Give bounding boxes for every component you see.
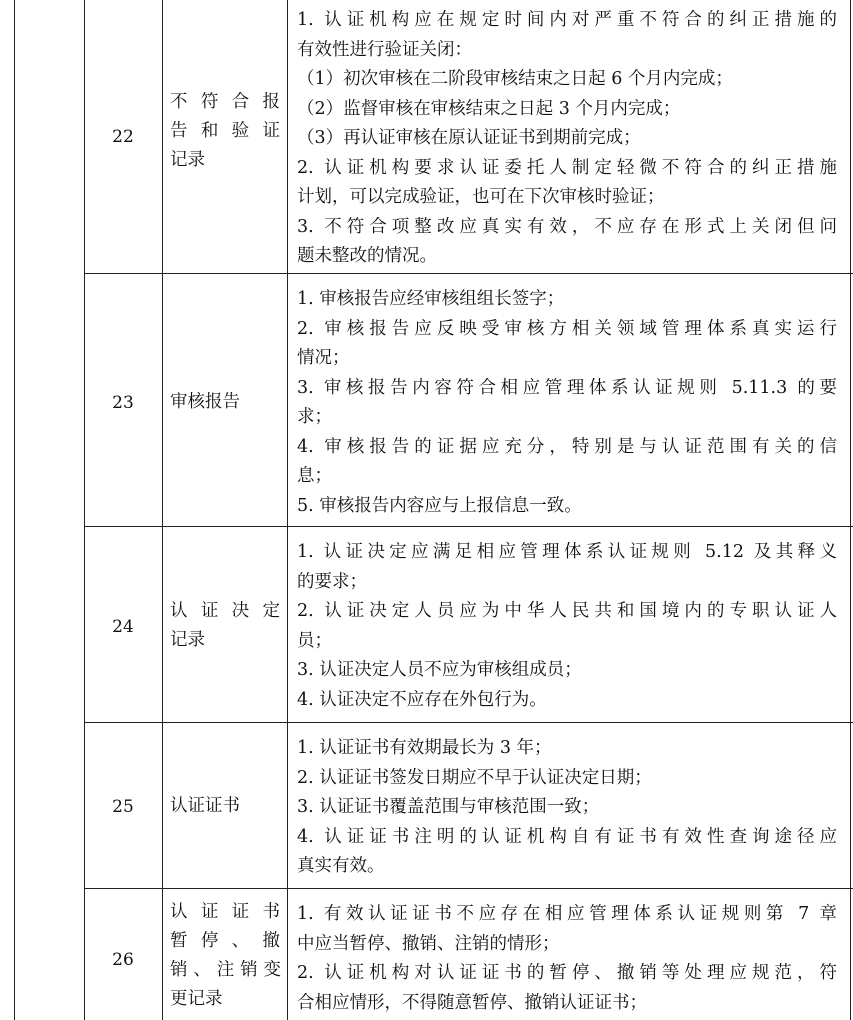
item-line: 更记录 <box>170 989 223 1009</box>
requirement-line: 合相应情形，不得随意暂停、撤销认证证书； <box>297 992 647 1013</box>
requirement-line: （2）监督审核在审核结束之日起 3 个月内完成； <box>297 98 681 119</box>
row-requirements <box>297 900 837 1018</box>
table-right-border <box>850 0 851 1020</box>
requirement-line: 情况； <box>297 348 350 368</box>
table-column-divider-1 <box>84 0 85 1020</box>
requirement-line: 有效性进行验证关闭： <box>297 39 472 60</box>
requirement-line: 3. 审核报告内容符合相应管理体系认证规则 5.11.3 的要 <box>297 377 837 398</box>
item-line: 认证证书 <box>170 796 240 816</box>
requirement-line: 2. 认证机构要求认证委托人制定轻微不符合的纠正措施 <box>297 157 837 178</box>
requirement-line: 2. 认证证书签发日期应不早于认证决定日期； <box>297 767 652 788</box>
table-column-divider-3 <box>287 0 288 1020</box>
requirement-line: 2. 审核报告应反映受审核方相关领域管理体系真实运行 <box>297 318 837 339</box>
row-divider <box>84 273 853 274</box>
requirement-line: 2. 认证决定人员应为中华人民共和国境内的专职认证人 <box>297 601 837 621</box>
requirement-line: 3. 不符合项整改应真实有效，不应存在形式上关闭但问 <box>297 216 837 237</box>
row-divider <box>84 888 853 889</box>
requirement-line: 员； <box>297 630 332 651</box>
requirement-line: （1）初次审核在二阶段审核结束之日起 6 个月内完成； <box>297 69 733 89</box>
row-item-name <box>170 388 280 417</box>
requirement-line: 2. 认证机构对认证证书的暂停、撤销等处理应规范，符 <box>297 963 837 983</box>
item-line: 认证决定 <box>170 601 280 621</box>
requirement-line: 1. 审核报告应经审核组组长签字； <box>297 289 565 309</box>
requirement-line: 中应当暂停、撤销、注销的情形； <box>297 933 560 954</box>
table-left-border <box>14 0 15 1020</box>
requirement-line: 题未整改的情况。 <box>297 246 437 266</box>
row-item-name <box>170 792 280 821</box>
requirement-line: 1. 有效认证证书不应存在相应管理体系认证规则第 7 章 <box>297 904 837 924</box>
row-item-name <box>170 898 280 1014</box>
requirement-line: 4. 审核报告的证据应充分，特别是与认证范围有关的信 <box>297 436 837 457</box>
item-line: 记录 <box>170 630 205 650</box>
row-number: 24 <box>112 617 134 637</box>
row-divider <box>84 526 853 527</box>
requirement-line: 1. 认证证书有效期最长为 3 年； <box>297 738 552 758</box>
requirement-line: 的要求； <box>297 571 367 592</box>
row-item-name <box>170 88 280 175</box>
requirement-line: （3）再认证审核在原认证证书到期前完成； <box>297 128 641 148</box>
row-requirements <box>297 734 837 882</box>
requirement-line: 1. 认证机构应在规定时间内对严重不符合的纠正措施的 <box>297 10 837 30</box>
requirement-line: 3. 认证决定人员不应为审核组成员； <box>297 660 582 680</box>
row-requirements <box>297 6 837 272</box>
row-number: 26 <box>112 950 134 970</box>
row-requirements <box>297 285 837 521</box>
row-item-name <box>170 597 280 655</box>
requirement-line: 5. 审核报告内容应与上报信息一致。 <box>297 495 582 516</box>
requirement-line: 计划，可以完成验证，也可在下次审核时验证； <box>297 187 665 207</box>
item-line: 销、注销变 <box>170 960 280 980</box>
item-line: 暂停、撤 <box>170 931 280 951</box>
row-number: 25 <box>112 797 134 817</box>
requirement-line: 3. 认证证书覆盖范围与审核范围一致； <box>297 797 600 817</box>
requirement-line: 4. 认证证书注明的认证机构自有证书有效性查询途径应 <box>297 826 837 847</box>
item-line: 认证证书 <box>170 902 280 922</box>
requirement-line: 息； <box>297 466 332 486</box>
item-line: 记录 <box>170 150 205 170</box>
row-number: 23 <box>112 393 134 413</box>
table-column-divider-2 <box>162 0 163 1020</box>
item-line: 告和验证 <box>170 121 280 141</box>
requirement-line: 1. 认证决定应满足相应管理体系认证规则 5.12 及其释义 <box>297 542 837 562</box>
row-number: 22 <box>112 127 134 147</box>
row-requirements <box>297 538 837 715</box>
requirement-line: 求； <box>297 407 332 427</box>
requirement-line: 4. 认证决定不应存在外包行为。 <box>297 689 547 710</box>
item-line: 审核报告 <box>170 392 240 412</box>
row-divider <box>84 722 853 723</box>
requirement-line: 真实有效。 <box>297 856 385 876</box>
item-line: 不符合报 <box>170 92 280 112</box>
